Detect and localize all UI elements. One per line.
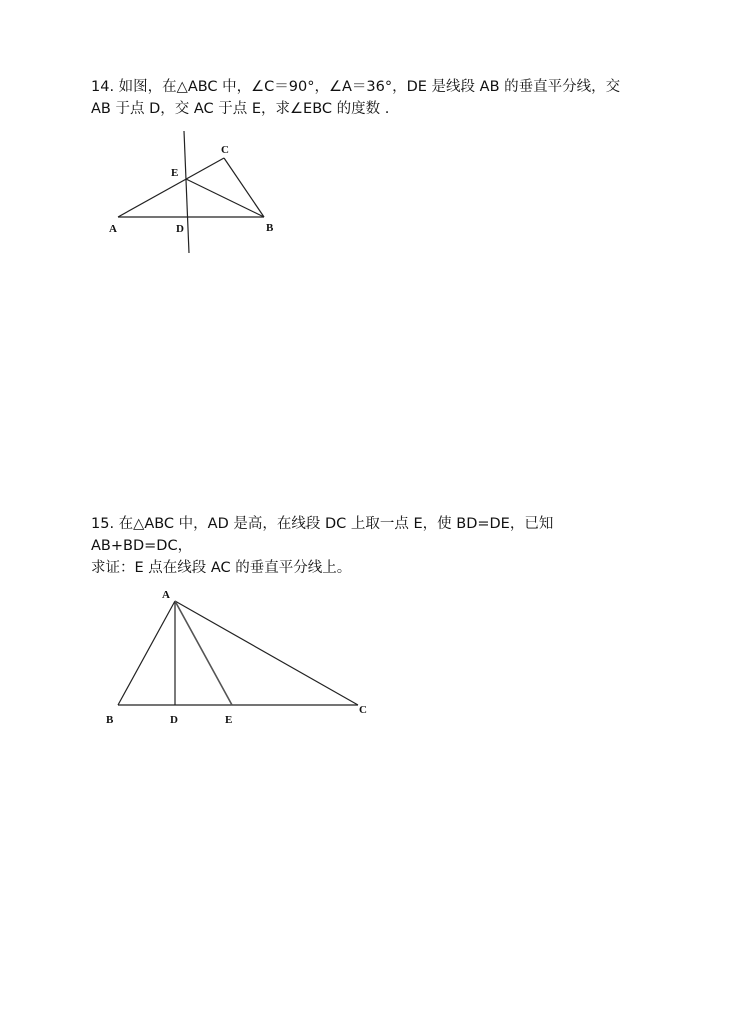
- label-b: B: [266, 222, 274, 234]
- label-e: E: [171, 167, 179, 179]
- label-c: C: [221, 144, 229, 156]
- problem-15-line-1: 15. 在△ABC 中，AD 是高，在线段 DC 上取一点 E，使 BD=DE，已知: [91, 516, 554, 532]
- label-a: A: [109, 223, 117, 235]
- problem-14-line-1: 14. 如图，在△ABC 中，∠C＝90°，∠A＝36°，DE 是线段 AB 的垂直平分线，交: [91, 79, 621, 95]
- label-e: E: [225, 714, 233, 726]
- label-d: D: [170, 714, 178, 726]
- label-b: B: [106, 714, 114, 726]
- segment-ab: [118, 601, 175, 705]
- label-c: C: [359, 704, 367, 716]
- problem-14-line-2: AB 于点 D，交 AC 于点 E，求∠EBC 的度数 .: [91, 101, 390, 117]
- label-a: A: [162, 589, 170, 601]
- label-d: D: [176, 223, 184, 235]
- segment-ac: [175, 601, 358, 705]
- problem-15-line-3: 求证：E 点在线段 AC 的垂直平分线上。: [91, 560, 352, 576]
- problem-15-line-2: AB+BD=DC，: [91, 538, 193, 554]
